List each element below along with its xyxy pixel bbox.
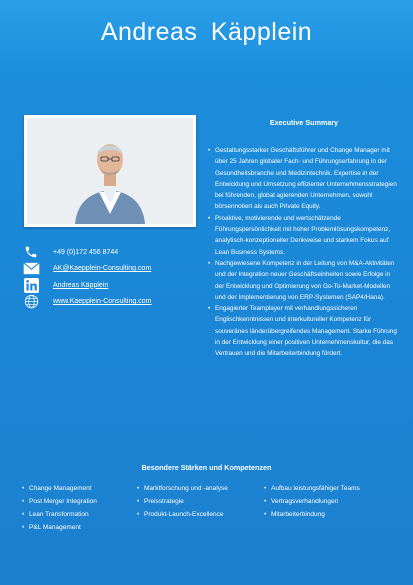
summary-item: • Engagierter Teamplayer mit verhandlungssicheren Englischkenntnissen und interkultureller Kompetenz für souveränes länderübergreifendes Management. Starke Führung in der Entwicklung einer positiven Unternehmenskultur, die das Vertrauen und die Mitarbeiterbindung fördert. <box>208 303 400 359</box>
portrait-frame <box>24 115 196 227</box>
strength-item: • Preisstrategie <box>137 495 228 508</box>
strengths-column-2 <box>137 482 228 521</box>
summary-item: • Proaktive, motivierende und wertschätzende Führungspersönlichkeit mit hoher Problemlösungskompetenz, analytisch-konzeptioneller Denkweise und starkem Fokus auf Lean Business Systems. <box>208 213 400 258</box>
strength-item: • Produkt-Launch-Excellence <box>137 508 228 521</box>
globe-icon <box>22 294 40 309</box>
page-title: Andreas Käpplein <box>100 18 313 46</box>
email-icon <box>22 261 40 276</box>
strength-item: • Aufbau leistungsfähiger Teams <box>264 482 360 495</box>
executive-summary <box>208 118 400 360</box>
portrait-illustration <box>27 118 193 224</box>
strengths-column-1 <box>22 482 97 534</box>
summary-item: • Gestaltungsstarker Geschäftsführer und Change Manager mit über 25 Jahren globaler Fach- und Führungserfahrung in der Gesundheitsbranche und Medizintechnik. Expertise in der Entwicklung und Umsetzung effizienter Unternehmensstrategien bei führenden, global agierenden Unternehmen, sowohl börsennotiert als auch Private Equity. <box>208 145 400 213</box>
contact-email <box>22 261 212 278</box>
phone-number: +49 (0)172 456 8744 <box>53 248 119 256</box>
portrait-photo <box>27 118 193 224</box>
contact-linkedin <box>22 277 212 294</box>
strength-item: • Vertragsverhandlungen <box>264 495 360 508</box>
strength-item: • P&L Management <box>22 521 97 534</box>
strength-item: • Post Merger Integration <box>22 495 97 508</box>
strength-item: • Marktforschung und -analyse <box>137 482 228 495</box>
strength-item: • Lean Transformation <box>22 508 97 521</box>
contact-list <box>22 244 212 310</box>
email-link[interactable]: AK@Kaepplein-Consulting.com <box>53 265 152 273</box>
strength-item: • Change Management <box>22 482 97 495</box>
summary-title: Executive Summary <box>269 118 339 127</box>
contact-website <box>22 294 212 311</box>
contact-phone <box>22 244 212 261</box>
strengths-title: Besondere Stärken und Kompetenzen <box>141 463 272 472</box>
linkedin-icon <box>22 278 40 293</box>
strength-item: • Mitarbeiterbindung <box>264 508 360 521</box>
website-link[interactable]: www.Kaepplein-Consulting.com <box>53 298 152 306</box>
strengths-column-3 <box>264 482 360 521</box>
linkedin-link[interactable]: Andreas Käpplein <box>53 281 109 289</box>
summary-list <box>208 145 400 360</box>
summary-item: • Nachgewiesene Kompetenz in der Leitung von M&A-Aktivitäten und der Integration neuer Geschäftseinheiten sowie Erfolge in der Entwicklung und Optimierung von Go-To-Market-Modellen und der Implementierung von ERP-Systemen (SAP4/Hana). <box>208 258 400 303</box>
phone-icon <box>22 245 40 260</box>
